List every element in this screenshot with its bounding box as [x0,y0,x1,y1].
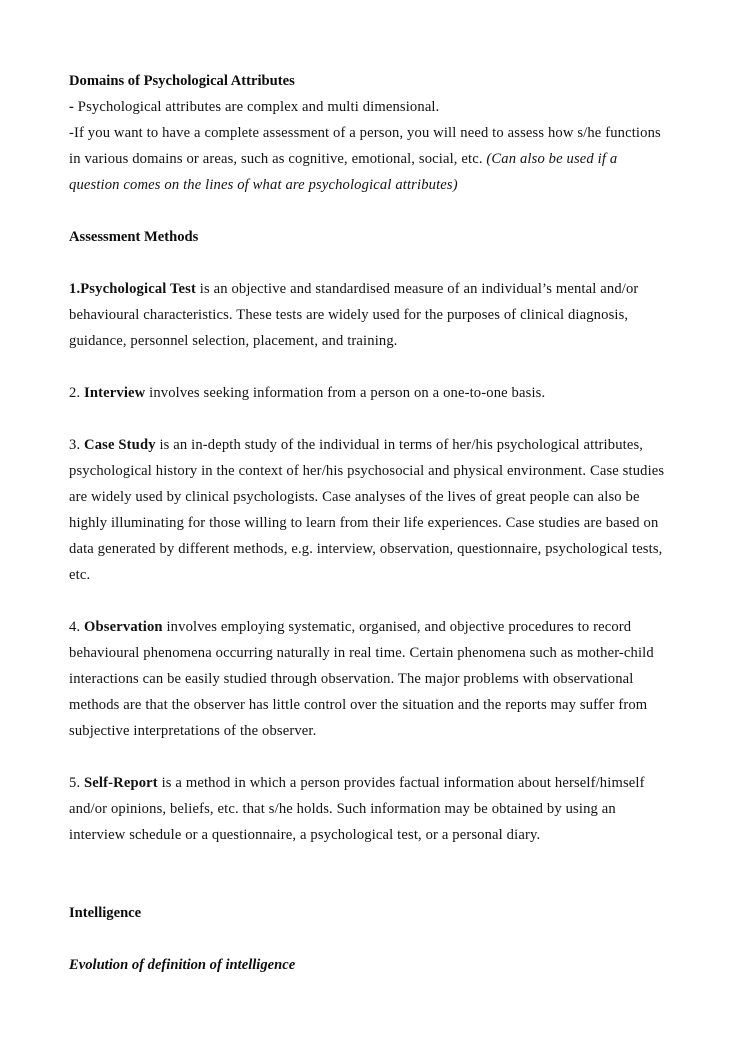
subheading-evolution-of-definition-of-intelligence: Evolution of definition of intelligence [69,957,296,973]
spacer [69,250,669,276]
method-body: is an objective and standardised measure of an individual’s mental and/or behavioural characteristics. These tests are widely used for the purposes of clinical diagnosis, guidance, personnel selection, placement, and training. [69,281,639,349]
method-term: Observation [84,619,163,635]
method-body: involves seeking information from a person on a one-to-one basis. [145,385,546,401]
method-number: 1. [69,281,81,297]
method-body: involves employing systematic, organised, and objective procedures to record behavioural phenomena occurring naturally in real time. Certain phenomena such as mother-child interactions can be easily studied through observation. The major problems with observational methods are that the observer has little control over the situation and the reports may suffer from subjective interpretations of the observer. [69,619,654,739]
method-term: Psychological Test [80,281,196,297]
method-item-3 [69,432,669,588]
method-item-4 [69,614,669,744]
spacer [69,744,669,770]
heading-intelligence: Intelligence [69,905,142,921]
heading-domains-of-psychological-attributes: Domains of Psychological Attributes [69,73,295,89]
heading-assessment-methods: Assessment Methods [69,229,199,245]
method-term: Self-Report [84,775,158,791]
bullet-dash-marker: - [69,99,75,115]
spacer [69,848,669,900]
bullet-text: -If you want to have a complete assessment of a person, you will need to assess how s/he functions in various domains or areas, such as cognitive, emotional, social, etc. [69,125,661,167]
method-body: is an in-depth study of the individual in terms of her/his psychological attributes, psychological history in the context of her/his psychosocial and physical environment. Case studies are widely used by clinical psychologists. Case analyses of the lives of great people can also be highly illuminating for those willing to learn from their life experiences. Case studies are based on data generated by different methods, e.g. interview, observation, questionnaire, psychological tests, etc. [69,437,665,583]
bullet-text: Psychological attributes are complex and multi dimensional. [74,99,440,115]
spacer [69,198,669,224]
spacer [69,354,669,380]
bullet-complete-assessment [69,120,669,198]
spacer [69,926,669,952]
method-term: Case Study [84,437,156,453]
document-body [69,68,669,978]
method-number: 4. [69,619,85,635]
method-item-2 [69,380,669,406]
bullet-italic-note: (Can also be used if a question comes on the lines of what are psychological attributes) [69,151,618,193]
method-number: 5. [69,775,85,791]
method-item-1 [69,276,669,354]
spacer [69,406,669,432]
method-number: 2. [69,385,85,401]
method-number: 3. [69,437,85,453]
method-term: Interview [84,385,146,401]
spacer [69,588,669,614]
method-body: is a method in which a person provides factual information about herself/himself and/or opinions, beliefs, etc. that s/he holds. Such information may be obtained by using an interview schedule or a questionnaire, a psychological test, or a personal diary. [69,775,645,843]
bullet-psychological-attributes-complex [69,94,669,120]
method-item-5 [69,770,669,848]
